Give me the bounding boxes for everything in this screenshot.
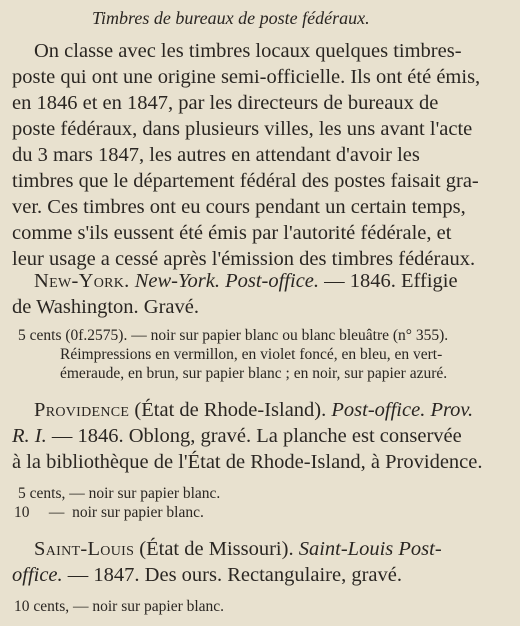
entry-city: New-York. [34, 270, 130, 292]
entry-office-abbr: R. I. [12, 425, 47, 447]
intro-line: poste qui ont une origine semi-officielle. Ils ont été émis, [12, 66, 481, 88]
section-title: Timbres de bureaux de poste fédéraux. [92, 8, 370, 28]
entry-heading-cont [12, 424, 462, 448]
entry-heading-rest: — 1847. Des ours. Rectangulaire, gravé. [62, 564, 402, 586]
value-line: 5 cents, — noir sur papier blanc. [18, 485, 221, 502]
intro-line: ver. Ces timbres ont eu cours pendant un certain temps, [12, 196, 466, 218]
intro-line: On classe avec les timbres locaux quelques timbres- [34, 40, 462, 62]
value-line: 10 cents, — noir sur papier blanc. [14, 598, 225, 615]
entry-state: (État de Missouri). [134, 538, 299, 560]
entry-office: Post-office. Prov. [331, 399, 474, 421]
entry-heading-rest: — 1846. Effigie [319, 270, 458, 292]
entry-heading-cont: à la bibliothèque de l'État de Rhode-Island, à Providence. [12, 451, 483, 473]
entry-heading-cont [12, 563, 402, 587]
intro-line: poste fédéraux, dans plusieurs villes, les uns avant l'acte [12, 118, 473, 140]
entry-heading [34, 269, 458, 293]
value-line: 5 cents (0f.2575). — noir sur papier blanc ou blanc bleuâtre (n° 355). [18, 327, 449, 344]
intro-line: du 3 mars 1847, les autres en attendant d'avoir les [12, 144, 420, 166]
entry-heading-rest: — 1846. Oblong, gravé. La planche est conservée [46, 425, 462, 447]
entry-heading [34, 537, 442, 561]
value-line: émeraude, en brun, sur papier blanc ; en noir, sur papier azuré. [60, 365, 448, 382]
entry-state: (État de Rhode-Island). [129, 399, 332, 421]
value-line: Réimpressions en vermillon, en violet foncé, en bleu, en vert- [60, 346, 443, 363]
entry-office: Saint-Louis Post- [298, 538, 442, 560]
value-line: 10 — noir sur papier blanc. [14, 504, 204, 521]
entry-heading [34, 398, 473, 422]
entry-office-abbr: office. [12, 564, 63, 586]
entry-heading-cont: de Washington. Gravé. [12, 296, 199, 318]
entry-city: Providence [34, 399, 130, 421]
intro-line: timbres que le département fédéral des postes faisait gra- [12, 170, 479, 192]
entry-city: Saint-Louis [34, 538, 135, 560]
intro-line: comme s'ils eussent été émis par l'autorité fédérale, et [12, 222, 452, 244]
entry-office: New-York. Post-office. [134, 270, 320, 292]
intro-line: leur usage a cessé après l'émission des timbres fédéraux. [12, 248, 476, 270]
intro-line: en 1846 et en 1847, par les directeurs de bureaux de [12, 92, 439, 114]
